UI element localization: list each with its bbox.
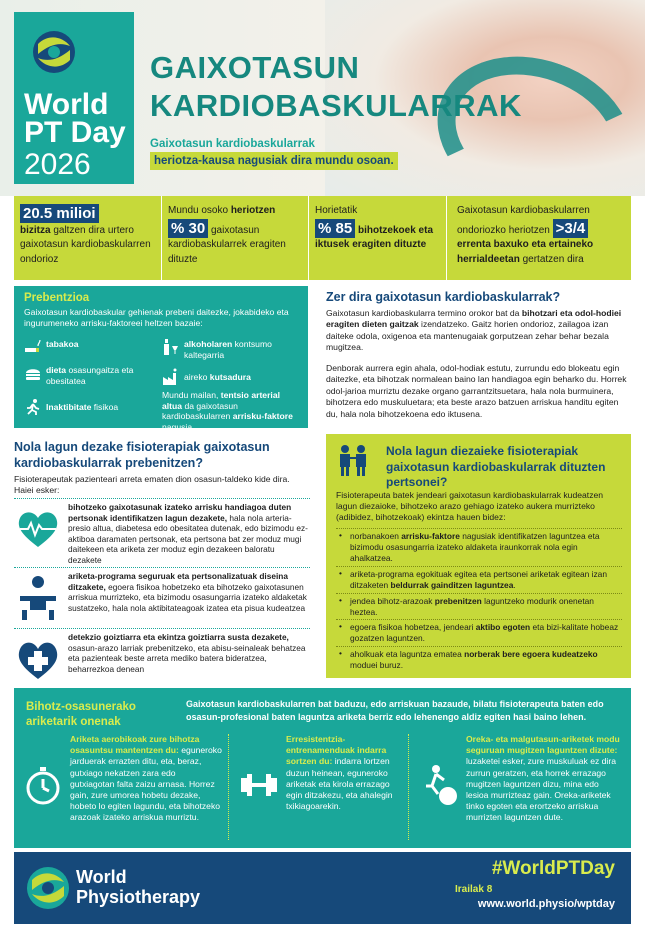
risk-alcohol-bold: alkoholaren [184,339,233,349]
item-pre: ariketa-programa egokituak egitea eta pertsonei ariketak egitean izan ditzaketen [350,568,607,590]
world-physiotherapy-logo-icon [26,866,70,910]
how-item-bold: ariketa-programa seguruak eta pertsonalizatuak diseina ditzakete, [68,571,288,592]
prevention-box [14,286,308,433]
stat-text: gertatzen dira [519,253,584,265]
header-banner [0,0,645,196]
item-rest: moduei buruz. [350,660,404,671]
exercise-aerobic [22,734,222,840]
item-rest: nagusiak identifikatzen laguntzea eta bizimodu osasungarria izateko aldaketa iraunkorrak nola egin ahalkatzea. [350,531,600,563]
factory-icon [162,368,180,386]
logo-text-year: 2026 [24,148,91,181]
how-prevent-intro: Fisioterapeutak pazienteari arreta ematen dion osasun-taldeko kide dira. Haiei esker: [14,474,290,496]
dumbbell-icon [238,764,280,806]
physio-exercise-icon [14,574,62,622]
bottle-glass-icon [162,338,180,356]
stat-pre: Horietatik [315,205,358,216]
how-item-text: hala nola arteria-presio altua, diabetesa edo obesitatea dutenak, edo bizimodu ez-aktiboa daramaten pertsonak, eta pertsona bat zer moduz mugi daitekeen eta ariketa zer moduz egin dezakeen baloratu dezakete [68,512,308,565]
divider [408,734,409,840]
subtitle-line1: Gaixotasun kardiobaskularrak [150,138,315,150]
patients-box [326,434,631,678]
item-pre: jendea bihotz-arazoak [350,595,435,606]
heartbeat-person-icon [14,505,62,553]
logo-text-world: World [24,88,109,121]
exercise-body: luzaketei esker, zure muskuluak ez dira zurrun geratzen, eta horrek errazago mugitzen laguntzen dizu, mina edo lesioa murrizteaz gain. Oreka-ariketek tinko egoten eta erortzeko arriskua murrizten laguntzen dute. [466,756,616,823]
heart-cross-icon [14,635,62,683]
page-title-line2: KARDIOBASKULARRAK [150,88,522,123]
risk-inactivity-rest: fisikoa [91,402,119,412]
subtitle-line2: heriotza-kausa nagusiak dira mundu osoan. [150,152,398,170]
page-title-line1: GAIXOTASUN [150,50,360,85]
item-bold: prebenitzen [434,595,482,606]
cigarette-icon [24,338,42,356]
footer-hashtag: #WorldPTDay [491,858,615,879]
stat-text: galtzen dira urtero gaixotasun kardiobaskularren ondorioz [20,224,151,265]
exercise-head: Oreka- eta malgutasun-ariketek modu seguruan mugitzen laguntzen dizute: [466,734,620,756]
list-item [336,566,622,593]
list-item [336,593,622,620]
item-rest: eta bizi-kalitate hobeaz gozatzen laguntzen. [350,622,619,644]
patients-list [336,528,622,673]
item-rest: laguntzeko modurik onenetan heztea. [350,595,594,617]
stat-bold: bizitza [20,224,51,236]
list-item [336,619,622,646]
list-item [336,646,622,673]
patients-title: Nola lagun diezaieke fisioterapiak gaixotasun kardiobaskularrak dituzten pertsonei? [386,444,606,490]
risk-inactivity-bold: Inaktibitate [46,402,92,412]
risk-air-bold: kutsadura [209,372,251,382]
stat-pre: Gaixotasun kardiobaskularren ondoriozko heriotzen [457,205,590,236]
item-rest: . [513,579,516,590]
logo-text-ptday: PT Day [24,116,126,149]
divider [228,734,229,840]
running-person-icon [24,398,42,416]
stat-deaths [14,196,162,280]
how-item-text: egoera fisikoa hobetzeko eta bihotzeko gaixotasunen arriskua murrizteko, eta bizimodu osasungarria izateko aldaketak sustatzeko, hala nola aktibitateagoak izatea eta pisua kudeatzea [68,581,307,613]
burger-icon [24,364,42,382]
how-item-bold: bihotzeko gaixotasunak izateko arrisku handiagoa duten pertsonak identifikatzen lagun dezakete, [68,502,292,523]
risk-alcohol-rest: kontsumo kaltegarria [184,339,272,360]
stat-heart-attack-stroke [309,196,447,280]
note-pre: Mundu mailan, [162,390,221,400]
patients-intro: Fisioterapeuta batek jendeari gaixotasun kardiobaskularrak kudeatzen lagun diezaioke, bihotzeko arazo gehiago izateko aukera murrizteko (adibidez, bihotzekoak) ekintza hauen bidez: [336,490,604,523]
item-pre: aholkuak eta laguntza ematea [350,649,465,660]
how-item-text: osasun-arazo larriak prebenitzeko, eta abisu-seinaleak behatzea eta pazienteak beste arreta mediko batera bideratzea, beharrezkoa denean [68,642,306,674]
what-are-cvd-title: Zer dira gaixotasun kardiobaskularrak? [326,290,561,304]
how-item-identify [14,498,310,566]
what-p1-pre: Gaixotasun kardiobaskularra termino orokor bat da [326,308,522,318]
exercise-resistance [238,734,406,840]
exercise-title: Bihotz-osasunerako ariketarik onenak [26,701,136,728]
stat-value: % 30 [168,219,208,238]
what-p1-bold: bihotzari eta odol-hodiei eragiten dieten gaitzak [326,308,622,330]
risk-diet-rest: osasungaitza eta obesitatea [46,365,134,386]
stat-percent-deaths [162,196,309,280]
how-prevent-title: Nola lagun dezake fisioterapiak gaixotasun kardiobaskularrak prebenitzen? [14,440,270,471]
exercise-balance [418,734,624,840]
stat-value: 20.5 milioi [20,204,99,223]
prevention-note [162,390,302,433]
what-paragraph-2: Denborak aurrera egin ahala, odol-hodiak estutu, zurrundu edo blokeatu egin daitezke, eta bihotzak normalean baino lan handiagoa egin beharko du. Horrek odol-jarioa murriztu dezake organo garrantzitsuetara, hala nola burmuinera, bihotzera edo muskuluetara; eta beste arazo batzuen arriskua handitu egiten du, hala nola bihotzekoena edo iktusena. [326,363,627,419]
how-item-detection [14,628,310,680]
item-bold: arrisku-faktore [401,531,460,541]
physio-patient-icon [336,444,370,476]
exercise-head: Ariketa aerobikoak zure bihotza osasuntsu mantentzen du: [70,734,200,756]
item-pre: norbanakoen [350,531,402,541]
note-mid: da gaixotasun kardiobaskularren [162,400,238,422]
note-bold2: arrisku-faktore [232,411,293,422]
note-bold: tentsio arterial altua [162,390,280,411]
stopwatch-icon [22,764,64,806]
stat-value: >3/4 [553,219,589,238]
stats-row [14,196,631,280]
how-item-exercise [14,567,310,627]
stat-pre: Mundu osoko [168,205,231,216]
stat-text: gaixotasun kardiobaskularrek eragiten dituzte [168,224,286,265]
exercise-body: eguneroko jarduerak errazten ditu, eta, beraz, gutxiago nekatzen zara edo gutxiagotan falta zaizu arnasa. Horrez gain, zure umorea hobetu dezake, hobeto lo egiten lagundu, eta bihotzeko arazoak izateko arriskua murriztu. [70,745,222,823]
stat-bold: errenta baxuko eta ertaineko herrialdeetan [457,239,594,265]
exercise-section [14,688,631,848]
stat-low-income [447,196,631,280]
risk-tobacco-label: tabakoa [46,339,79,349]
footer-org-line2: Physiotherapy [76,887,201,907]
footer [14,852,631,924]
prevention-title: Prebentzioa [24,292,90,304]
note-rest: nagusia. [162,422,195,433]
footer-date: Irailak 8 [455,884,493,895]
world-physiotherapy-logo-icon [32,30,76,74]
item-bold: aktibo egoten [475,622,531,633]
list-item [336,528,622,566]
stat-bold: heriotzen [230,205,276,216]
item-pre: egoera fisikoa hobetzea, jendeari [350,622,476,633]
world-pt-day-logo [14,12,134,184]
exercise-intro: Gaixotasun kardiobaskularren bat baduzu, edo arriskuan bazaude, bilatu fisioterapeuta baten edo osasun-profesional baten laguntza ariketa berriz edo lehenengo aldiz egiten hasi baino lehen. [186,699,604,722]
exercise-head: Erresistentzia-entrenamenduak indarra sortzen du: [286,734,387,767]
item-bold: norberak bere egoera kudeatzeko [464,649,598,660]
exercise-body: indarra lortzen duzun heinean, eguneroko ariketak eta kirola errazago egin ditzakezu, eta ahalegin txikiagoarekin. [286,756,393,812]
what-paragraph-1 [326,308,631,354]
risk-air-pre: aireko [184,372,210,382]
stat-value: % 85 [315,219,355,238]
stat-bold: bihotzekoek eta iktusek eragiten dituzte [315,224,434,250]
risk-diet-bold: dieta [46,365,67,375]
what-p1-rest: izendatzeko. Gaitz horien ondorioz, zailagoa izan daiteke odola, oxigenoa eta mantenugaiak gorputzean zehar behar bezala mugitzea. [326,319,609,353]
item-bold: beldurrak gainditzen laguntzea [390,579,514,590]
footer-org-line1: World [76,867,127,887]
how-item-bold: detekzio goiztiarra eta ekintza goiztiarra susta dezakete, [68,632,289,642]
footer-url-link[interactable]: www.world.physio/wptday [477,898,615,910]
prevention-intro: Gaixotasun kardiobaskular gehienak prebeni daitezke, jokabideko eta ingurumeneko arrisku-faktoreei heltzen bazaie: [24,307,289,329]
balance-ball-icon [418,764,460,806]
